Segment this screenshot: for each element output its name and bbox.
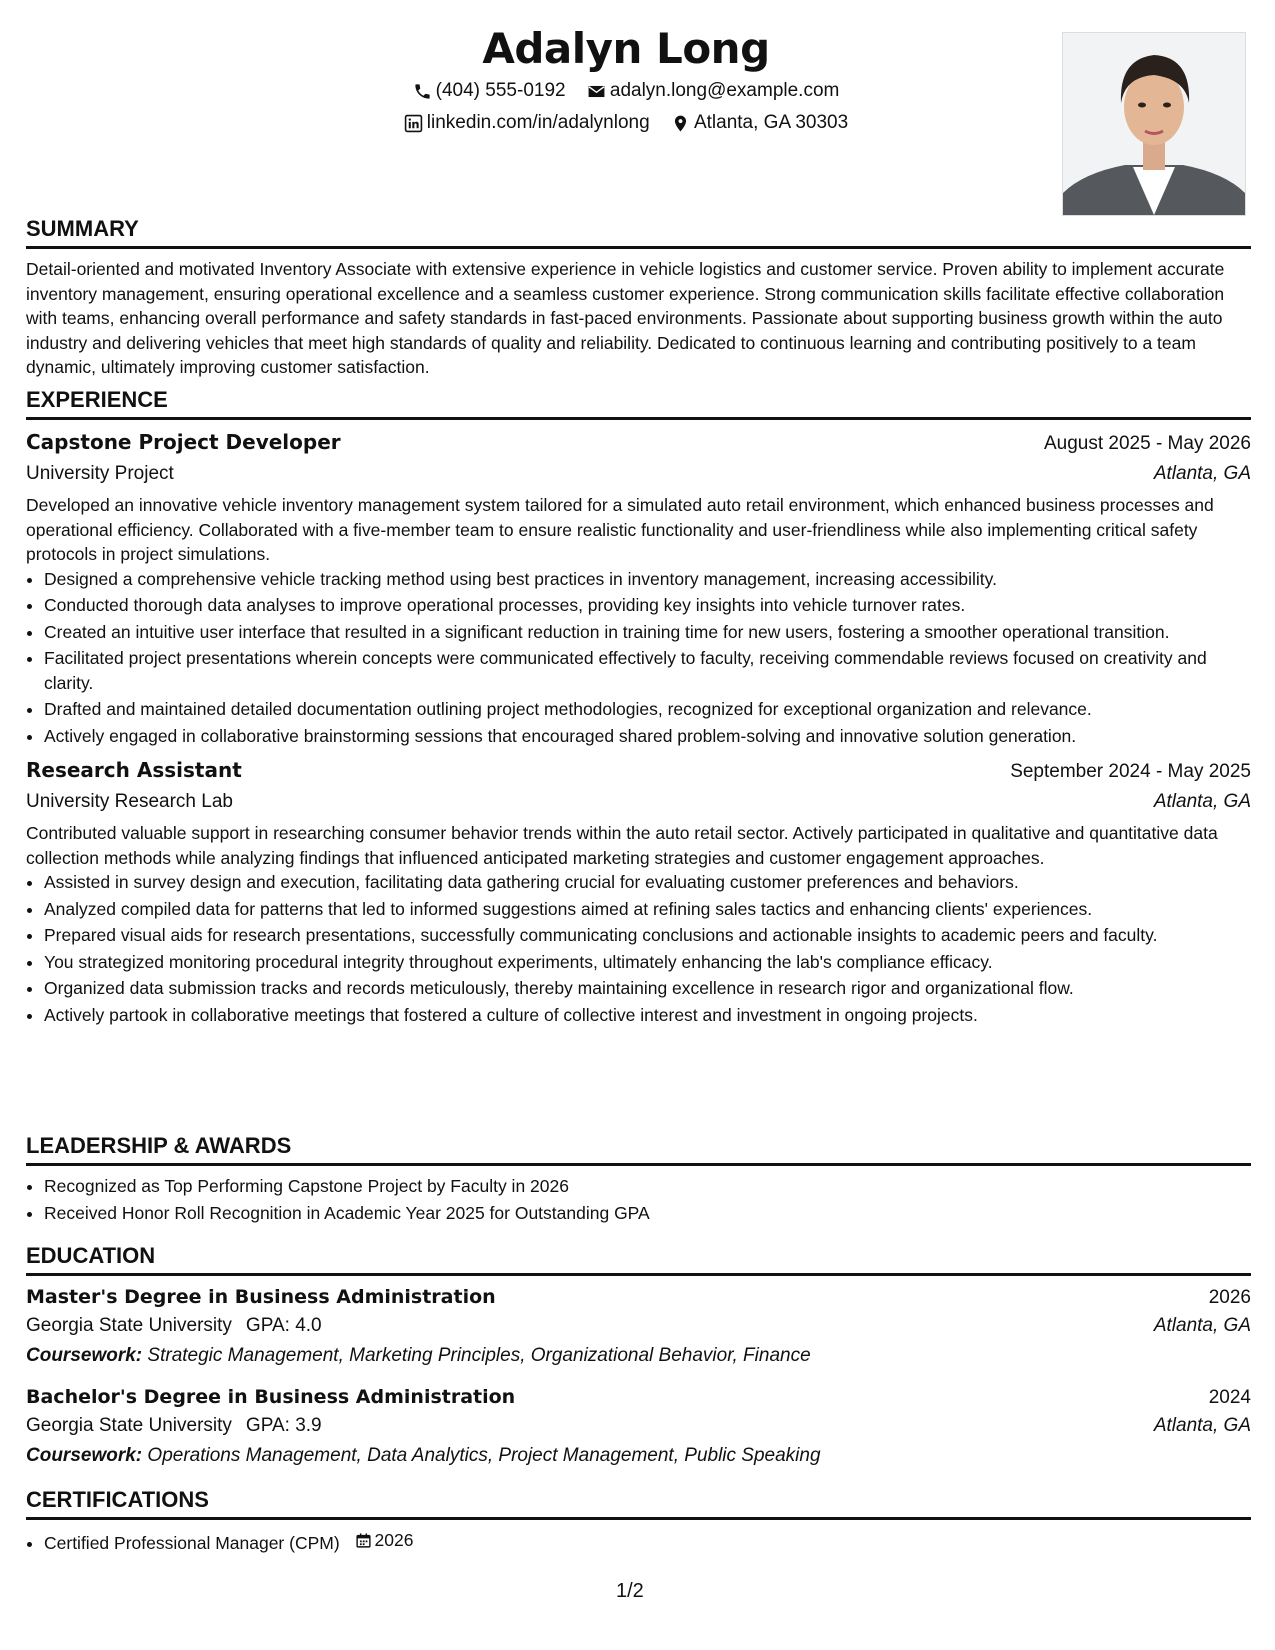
education-year: 2026 bbox=[1208, 1287, 1251, 1308]
education-school: Georgia State University bbox=[26, 1315, 232, 1336]
list-item: • Actively engaged in collaborative brainstorming sessions that encouraged shared problem-solving and innovative solution generation. bbox=[44, 724, 1251, 749]
education-entry bbox=[26, 1386, 1251, 1467]
list-item: • Received Honor Roll Recognition in Academic Year 2025 for Outstanding GPA bbox=[44, 1201, 1251, 1226]
contact-location bbox=[671, 112, 848, 134]
resume-page bbox=[26, 0, 1251, 1553]
linkedin-icon bbox=[404, 114, 423, 133]
experience-section bbox=[26, 387, 1251, 1029]
coursework-text: Strategic Management, Marketing Principles, Organizational Behavior, Finance bbox=[147, 1345, 811, 1366]
phone-text: (404) 555-0192 bbox=[435, 80, 566, 101]
certifications-section bbox=[26, 1487, 1251, 1557]
envelope-icon bbox=[587, 82, 606, 101]
job-description: Developed an innovative vehicle inventory management system tailored for a simulated auto retail environment, which enhanced business processes and operational efficiency. Collaborated with a five-member team to ensure realistic functionality and user-friendliness while also implementing critical safety protocols in project simulations. bbox=[26, 495, 1214, 564]
education-gpa: GPA: 3.9 bbox=[245, 1415, 322, 1436]
education-coursework bbox=[26, 1345, 1251, 1367]
coursework-label: Coursework: bbox=[26, 1345, 143, 1366]
education-section bbox=[26, 1243, 1251, 1467]
education-gpa: GPA: 4.0 bbox=[245, 1315, 322, 1336]
list-item: • Assisted in survey design and execution, facilitating data gathering crucial for evaluating customer preferences and behaviors. bbox=[44, 870, 1251, 895]
list-item: • Recognized as Top Performing Capstone Project by Faculty in 2026 bbox=[44, 1174, 1251, 1199]
list-item: • Drafted and maintained detailed documentation outlining project methodologies, recognized for exceptional organization and relevance. bbox=[44, 697, 1251, 722]
experience-entry bbox=[26, 430, 1251, 748]
job-location: Atlanta, GA bbox=[1153, 463, 1251, 484]
education-year: 2024 bbox=[1208, 1387, 1251, 1408]
list-item: • Designed a comprehensive vehicle tracking method using best practices in inventory management, increasing accessibility. bbox=[44, 567, 1251, 592]
section-title-summary: SUMMARY bbox=[26, 216, 1251, 249]
list-item: • Prepared visual aids for research presentations, successfully communicating conclusions and actionable insights to academic peers and faculty. bbox=[44, 923, 1251, 948]
job-bullets bbox=[26, 567, 1251, 749]
section-title-experience: EXPERIENCE bbox=[26, 387, 1251, 420]
education-degree: Master's Degree in Business Administration bbox=[26, 1286, 496, 1308]
leadership-section bbox=[26, 1133, 1251, 1227]
education-school: Georgia State University bbox=[26, 1415, 232, 1436]
education-coursework bbox=[26, 1445, 1251, 1467]
job-bullets bbox=[26, 870, 1251, 1027]
job-title: Research Assistant bbox=[26, 758, 242, 782]
list-item: • You strategized monitoring procedural integrity throughout experiments, ultimately enhancing the lab's compliance efficacy. bbox=[44, 950, 1251, 975]
list-item: • Conducted thorough data analyses to improve operational processes, providing key insights into vehicle turnover rates. bbox=[44, 593, 1251, 618]
list-item: • Organized data submission tracks and records meticulously, thereby maintaining excellence in research rigor and organizational flow. bbox=[44, 976, 1251, 1001]
linkedin-text[interactable]: linkedin.com/in/adalynlong bbox=[426, 112, 650, 133]
education-location: Atlanta, GA bbox=[1153, 1415, 1251, 1436]
email-text[interactable]: adalyn.long@example.com bbox=[609, 80, 840, 101]
education-entry bbox=[26, 1286, 1251, 1367]
list-item: • Analyzed compiled data for patterns that led to informed suggestions aimed at refining sales tactics and enhancing clients' experiences. bbox=[44, 897, 1251, 922]
contact-phone bbox=[413, 80, 566, 102]
profile-photo bbox=[1062, 32, 1246, 216]
section-title-education: EDUCATION bbox=[26, 1243, 1251, 1276]
section-title-certifications: CERTIFICATIONS bbox=[26, 1487, 1251, 1520]
certification-date bbox=[355, 1528, 414, 1553]
contact-linkedin[interactable] bbox=[404, 112, 650, 134]
phone-icon bbox=[413, 82, 432, 101]
summary-text: Detail-oriented and motivated Inventory Associate with extensive experience in vehicle logistics and customer service. Proven ability to implement accurate inventory management, ensuring operational excellence and a seamless customer experience. Strong communication skills facilitate effective collaboration with teams, enhancing overall performance and safety standards in fast-paced environments. Passionate about supporting business growth within the auto industry and delivering vehicles that meet high standards of quality and reliability. Dedicated to continuous learning and contributing positively to a team dynamic, ultimately improving customer satisfaction. bbox=[26, 259, 1225, 377]
section-title-leadership: LEADERSHIP & AWARDS bbox=[26, 1133, 1251, 1166]
coursework-text: Operations Management, Data Analytics, Project Management, Public Speaking bbox=[147, 1445, 821, 1466]
list-item: • Actively partook in collaborative meetings that fostered a culture of collective interest and investment in ongoing projects. bbox=[44, 1003, 1251, 1028]
calendar-icon bbox=[355, 1532, 372, 1549]
list-item bbox=[44, 1528, 1251, 1555]
job-dates: August 2025 - May 2026 bbox=[1043, 433, 1251, 454]
certifications-list bbox=[26, 1528, 1251, 1555]
summary-section bbox=[26, 216, 1251, 380]
candidate-name: Adalyn Long bbox=[482, 24, 770, 73]
coursework-label: Coursework: bbox=[26, 1445, 143, 1466]
experience-entry bbox=[26, 758, 1251, 1027]
contact-email[interactable] bbox=[587, 80, 839, 102]
job-organization: University Project bbox=[26, 463, 174, 484]
contact-row-1 bbox=[26, 80, 1226, 107]
education-location: Atlanta, GA bbox=[1153, 1315, 1251, 1336]
job-title: Capstone Project Developer bbox=[26, 430, 341, 454]
leadership-list bbox=[26, 1174, 1251, 1225]
map-pin-icon bbox=[671, 114, 690, 133]
certification-name: Certified Professional Manager (CPM) bbox=[44, 1532, 340, 1553]
page-number: 1/2 bbox=[616, 1580, 644, 1602]
list-item: • Created an intuitive user interface that resulted in a significant reduction in training time for new users, fostering a smoother operational transition. bbox=[44, 620, 1251, 645]
list-item: • Facilitated project presentations wherein concepts were communicated effectively to faculty, receiving commendable reviews focused on creativity and clarity. bbox=[44, 646, 1251, 695]
resume-header bbox=[26, 0, 1251, 222]
location-text: Atlanta, GA 30303 bbox=[693, 112, 849, 133]
education-degree: Bachelor's Degree in Business Administration bbox=[26, 1386, 516, 1408]
job-organization: University Research Lab bbox=[26, 791, 233, 812]
job-location: Atlanta, GA bbox=[1153, 791, 1251, 812]
certification-year: 2026 bbox=[374, 1530, 414, 1550]
job-description: Contributed valuable support in researching consumer behavior trends within the auto retail sector. Actively participated in qualitative and quantitative data collection methods while analyzing findings that influenced anticipated marketing strategies and customer engagement approaches. bbox=[26, 823, 1218, 868]
contact-row-2 bbox=[26, 112, 1226, 139]
job-dates: September 2024 - May 2025 bbox=[1010, 761, 1251, 782]
